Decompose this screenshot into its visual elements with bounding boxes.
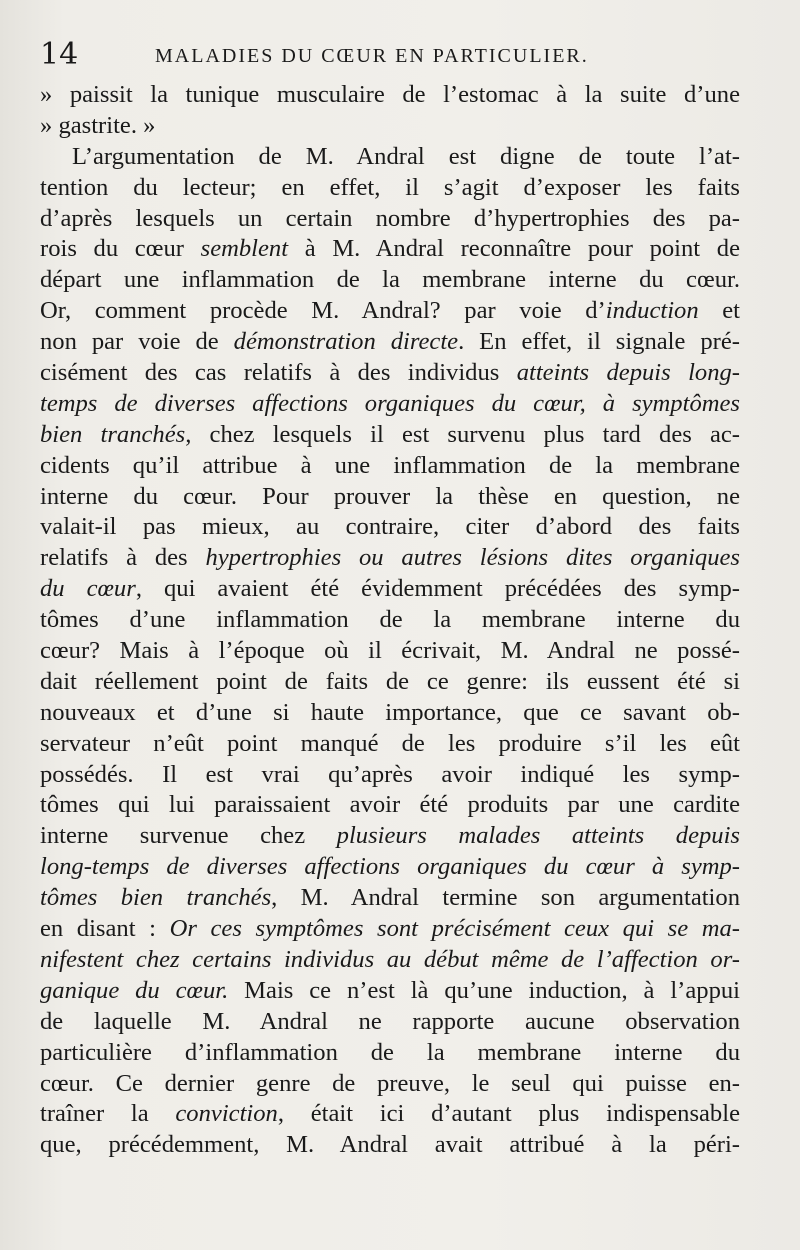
text-segment: cisément des cas relatifs à des individus bbox=[40, 359, 517, 387]
text-segment: rois du cœur bbox=[40, 235, 201, 263]
text-line bbox=[40, 389, 740, 420]
text-line bbox=[40, 204, 740, 235]
text-segment: cidents qu’il attribue à une inflammation de la membrane bbox=[40, 451, 740, 479]
text-line bbox=[40, 327, 740, 358]
italic-text: hypertrophies ou autres lésions dites organiques bbox=[205, 544, 740, 572]
text-line bbox=[40, 1130, 740, 1161]
text-line bbox=[40, 80, 740, 111]
italic-text: tômes bien tranchés bbox=[40, 884, 272, 912]
text-line bbox=[40, 883, 740, 914]
text-line bbox=[40, 605, 740, 636]
text-segment: , qui avaient été évidemment précédées des symp- bbox=[135, 575, 740, 603]
text-segment: Mais ce n’est là qu’une induction, à l’appui bbox=[228, 976, 740, 1004]
text-line bbox=[40, 1069, 740, 1100]
text-line bbox=[40, 142, 740, 173]
text-segment: que, précédemment, M. Andral avait attribué à la péri- bbox=[40, 1131, 740, 1159]
text-segment: , était ici d’autant plus indispensable bbox=[277, 1100, 740, 1128]
italic-text: semblent bbox=[200, 235, 289, 263]
italic-text: long-temps de diverses affections organiques du cœur à symp- bbox=[40, 853, 740, 881]
text-line bbox=[40, 512, 740, 543]
text-segment: possédés. Il est vrai qu’après avoir indiqué les symp- bbox=[40, 760, 740, 788]
italic-text: bien tranchés, bbox=[40, 420, 192, 448]
text-line bbox=[40, 667, 740, 698]
text-line bbox=[40, 976, 740, 1007]
text-line bbox=[40, 1007, 740, 1038]
italic-text: démonstration directe bbox=[233, 328, 459, 356]
running-head: MALADIES DU CŒUR EN PARTICULIER. bbox=[155, 45, 589, 67]
text-segment: relatifs à des bbox=[40, 544, 206, 572]
text-line bbox=[40, 790, 740, 821]
text-segment: particulière d’inflammation de la membrane interne du bbox=[40, 1038, 740, 1066]
text-line bbox=[40, 296, 740, 327]
text-segment: tention du lecteur; en effet, il s’agit d’exposer les faits bbox=[40, 173, 740, 201]
text-line bbox=[40, 945, 740, 976]
italic-text: conviction bbox=[175, 1100, 278, 1128]
text-line bbox=[40, 852, 740, 883]
text-line bbox=[40, 574, 740, 605]
text-segment: non par voie de bbox=[40, 328, 234, 356]
text-line bbox=[40, 1099, 740, 1130]
text-line bbox=[40, 111, 740, 142]
text-line bbox=[40, 420, 740, 451]
text-segment: valait-il pas mieux, au contraire, citer d’abord des faits bbox=[40, 513, 740, 541]
text-segment: nouveaux et d’une si haute importance, que ce savant ob- bbox=[40, 698, 740, 726]
text-segment: cœur? Mais à l’époque où il écrivait, M. Andral ne possé- bbox=[40, 637, 740, 665]
text-line bbox=[40, 265, 740, 296]
text-segment: cœur. Ce dernier genre de preuve, le seul qui puisse en- bbox=[40, 1069, 740, 1097]
text-line bbox=[40, 482, 740, 513]
text-line bbox=[40, 173, 740, 204]
text-segment: servateur n’eût point manqué de les produire s’il les eût bbox=[40, 729, 740, 757]
text-line bbox=[40, 914, 740, 945]
text-line bbox=[40, 1038, 740, 1069]
text-line bbox=[40, 451, 740, 482]
page-header bbox=[40, 38, 750, 72]
text-segment: interne survenue chez bbox=[40, 822, 337, 850]
text-segment: tômes d’une inflammation de la membrane interne du bbox=[40, 606, 740, 634]
text-segment: en disant : bbox=[40, 915, 170, 943]
text-segment: Or, comment procède M. Andral? par voie d’ bbox=[40, 297, 606, 325]
text-segment: chez lesquels il est survenu plus tard des ac- bbox=[191, 420, 740, 448]
italic-text: temps de diverses affections organiques du cœur, à symptômes bbox=[40, 389, 740, 417]
text-line bbox=[40, 729, 740, 760]
italic-text: Or ces symptômes sont précisément ceux qui se ma- bbox=[169, 915, 740, 943]
text-line bbox=[40, 543, 740, 574]
text-segment: L’argumentation de M. Andral est digne de toute l’at- bbox=[72, 142, 740, 170]
text-line bbox=[40, 636, 740, 667]
text-line bbox=[40, 760, 740, 791]
page-number: 14 bbox=[40, 37, 79, 72]
italic-text: plusieurs malades atteints depuis bbox=[336, 822, 740, 850]
text-segment: à M. Andral reconnaître pour point de bbox=[288, 235, 741, 263]
text-segment: dait réellement point de faits de ce genre: ils eussent été si bbox=[40, 667, 740, 695]
text-segment: , M. Andral termine son argumentation bbox=[271, 884, 740, 912]
text-segment: interne du cœur. Pour prouver la thèse en question, ne bbox=[40, 482, 740, 510]
italic-text: du cœur bbox=[40, 575, 136, 603]
text-segment: tômes qui lui paraissaient avoir été produits par une cardite bbox=[40, 791, 740, 819]
text-segment: » gastrite. » bbox=[40, 111, 156, 139]
text-segment: et bbox=[698, 297, 740, 325]
italic-text: induction bbox=[605, 297, 699, 325]
text-segment: . En effet, il signale pré- bbox=[458, 328, 740, 356]
text-segment: de laquelle M. Andral ne rapporte aucune observation bbox=[40, 1007, 740, 1035]
body-text bbox=[40, 80, 740, 1161]
text-line bbox=[40, 234, 740, 265]
text-segment: traîner la bbox=[40, 1100, 176, 1128]
text-line bbox=[40, 358, 740, 389]
text-segment: » paissit la tunique musculaire de l’estomac à la suite d’une bbox=[40, 81, 740, 108]
italic-text: nifestent chez certains individus au début même de l’affection or- bbox=[40, 945, 740, 973]
text-segment: d’après lesquels un certain nombre d’hypertrophies des pa- bbox=[40, 204, 740, 232]
text-line bbox=[40, 698, 740, 729]
italic-text: atteints depuis long- bbox=[516, 359, 740, 387]
italic-text: ganique du cœur. bbox=[40, 976, 229, 1004]
text-segment: départ une inflammation de la membrane interne du cœur. bbox=[40, 266, 740, 294]
text-line bbox=[40, 821, 740, 852]
